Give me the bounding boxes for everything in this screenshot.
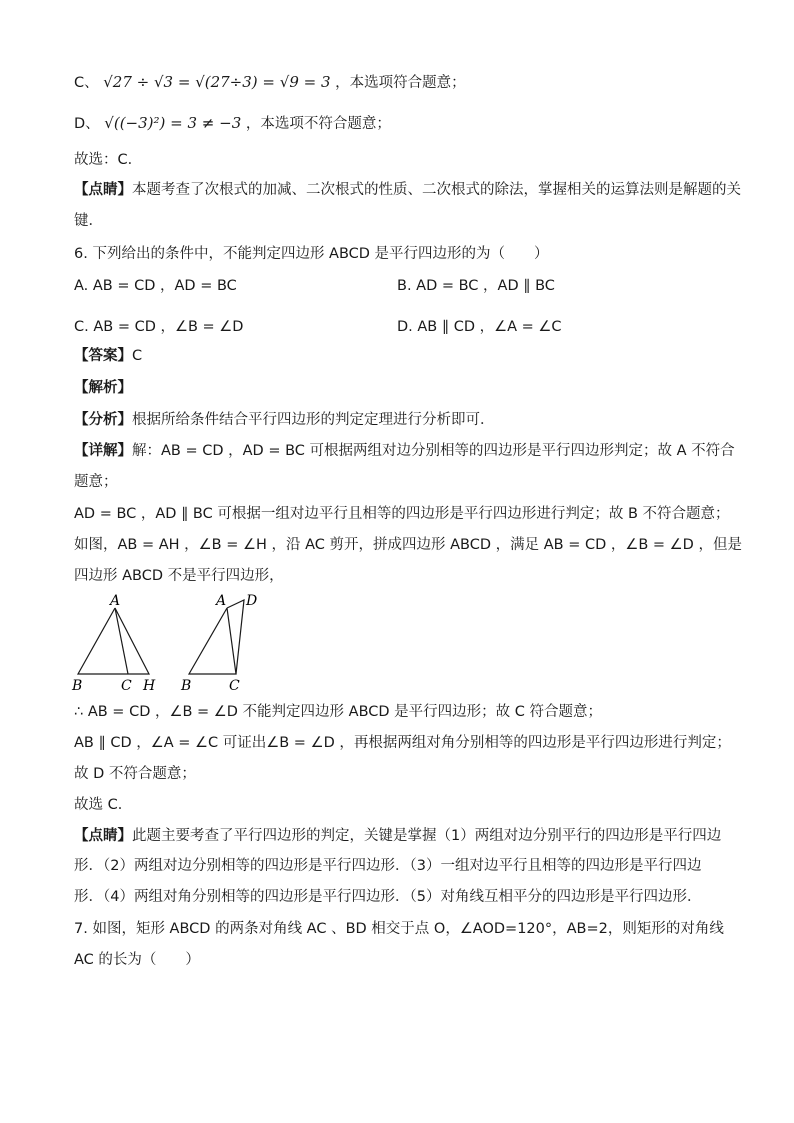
xiangjie-line-8: 故 D 不符合题意； <box>74 766 196 782</box>
question-7-line-1: 7. 如图，矩形 ABCD 的两条对角线 AC 、BD 相交于点 O，∠AOD=120°，AB=2，则矩形的对角线 <box>74 921 724 937</box>
xiangjie-line-7: AB ∥ CD ，∠A = ∠C 可证出∠B = ∠D ，再根据两组对角分别相等的四边形是平行四边形进行判定； <box>74 735 731 751</box>
q6-option-c: C. AB = CD ，∠B = ∠D <box>74 319 244 335</box>
xiangjie-line-3: AD = BC ，AD ∥ BC 可根据一组对边平行且相等的四边形是平行四边形进行判定；故 B 不符合题意； <box>74 506 730 522</box>
option-c-explanation <box>74 72 466 93</box>
answer-line <box>74 346 142 366</box>
xiangjie-line-1 <box>74 441 735 461</box>
label-right-d: D <box>246 593 258 609</box>
expression-d: √((−3)²) = 3 ≠ −3 <box>104 114 242 132</box>
fenxi-text: 根据所给条件结合平行四边形的判定定理进行分析即可． <box>132 412 495 428</box>
label-d: D、 <box>74 116 100 132</box>
q6-option-b: B. AD = BC ，AD ∥ BC <box>397 278 555 294</box>
xiangjie-line-9: 故选 C． <box>74 797 133 813</box>
note-c: ，本选项符合题意； <box>335 75 466 91</box>
jiexi-tag: 【解析】 <box>74 380 132 396</box>
answer-value: C <box>132 348 143 364</box>
label-right-b: B <box>181 678 192 694</box>
label-c: C、 <box>74 75 99 91</box>
dianjing-tag: 【点睛】 <box>74 182 132 198</box>
q6-option-a: A. AB = CD ，AD = BC <box>74 278 237 294</box>
label-right-c: C <box>229 678 240 694</box>
dianjing-2-line-3: 形．（4）两组对角分别相等的四边形是平行四边形．（5）对角线互相平分的四边形是平行四边形． <box>74 889 702 905</box>
label-left-h: H <box>143 678 156 694</box>
expression-c: √27 ÷ √3 = √(27÷3) = √9 = 3 <box>103 73 331 91</box>
note-d: ，本选项不符合题意； <box>245 116 391 132</box>
option-d-explanation <box>74 113 391 134</box>
choose-c-1: 故选：C． <box>74 152 143 168</box>
fenxi-line <box>74 410 495 430</box>
triangle-abc-right <box>189 608 236 674</box>
question-6-stem: 6. 下列给出的条件中，不能判定四边形 ABCD 是平行四边形的为（ ） <box>74 246 549 262</box>
label-left-b: B <box>72 678 83 694</box>
dianjing-2-tag: 【点睛】 <box>74 828 132 844</box>
q6-option-d: D. AB ∥ CD ，∠A = ∠C <box>397 319 562 335</box>
dianjing-2-line-2: 形．（2）两组对边分别相等的四边形是平行四边形．（3）一组对边平行且相等的四边形是平行四边 <box>74 858 702 874</box>
xiangjie-tag: 【详解】 <box>74 443 132 459</box>
xiangjie-line-4: 如图，AB = AH ，∠B = ∠H ，沿 AC 剪开，拼成四边形 ABCD ，满足 AB = CD ，∠B = ∠D ，但是 <box>74 537 742 553</box>
label-right-a: A <box>216 593 227 609</box>
xiangjie-line-5: 四边形 ABCD 不是平行四边形， <box>74 568 284 584</box>
xiangjie-line-6: ∴ AB = CD ，∠B = ∠D 不能判定四边形 ABCD 是平行四边形；故 C 符合题意； <box>74 704 603 720</box>
label-left-a: A <box>110 593 121 609</box>
dianjing-1-line-1 <box>74 180 741 200</box>
label-left-c: C <box>121 678 132 694</box>
segment-ac-left <box>115 608 128 674</box>
triangle-adc-right <box>227 600 244 674</box>
triangle-figure <box>66 590 286 694</box>
question-7-line-2: AC 的长为（ ） <box>74 952 200 968</box>
answer-tag: 【答案】 <box>74 348 132 364</box>
triangle-abh <box>78 608 149 674</box>
dianjing-1-text: 本题考查了次根式的加减、二次根式的性质、二次根式的除法，掌握相关的运算法则是解题的关 <box>132 182 741 198</box>
dianjing-1-line-2: 键． <box>74 213 103 229</box>
dianjing-2-line-1 <box>74 826 721 846</box>
xiangjie-line-2: 题意； <box>74 474 118 490</box>
xiangjie-text-1: 解：AB = CD ，AD = BC 可根据两组对边分别相等的四边形是平行四边形判定；故 A 不符合 <box>132 443 735 459</box>
fenxi-tag: 【分析】 <box>74 412 132 428</box>
dianjing-2-text-1: 此题主要考查了平行四边形的判定，关键是掌握（1）两组对边分别平行的四边形是平行四边 <box>132 828 722 844</box>
